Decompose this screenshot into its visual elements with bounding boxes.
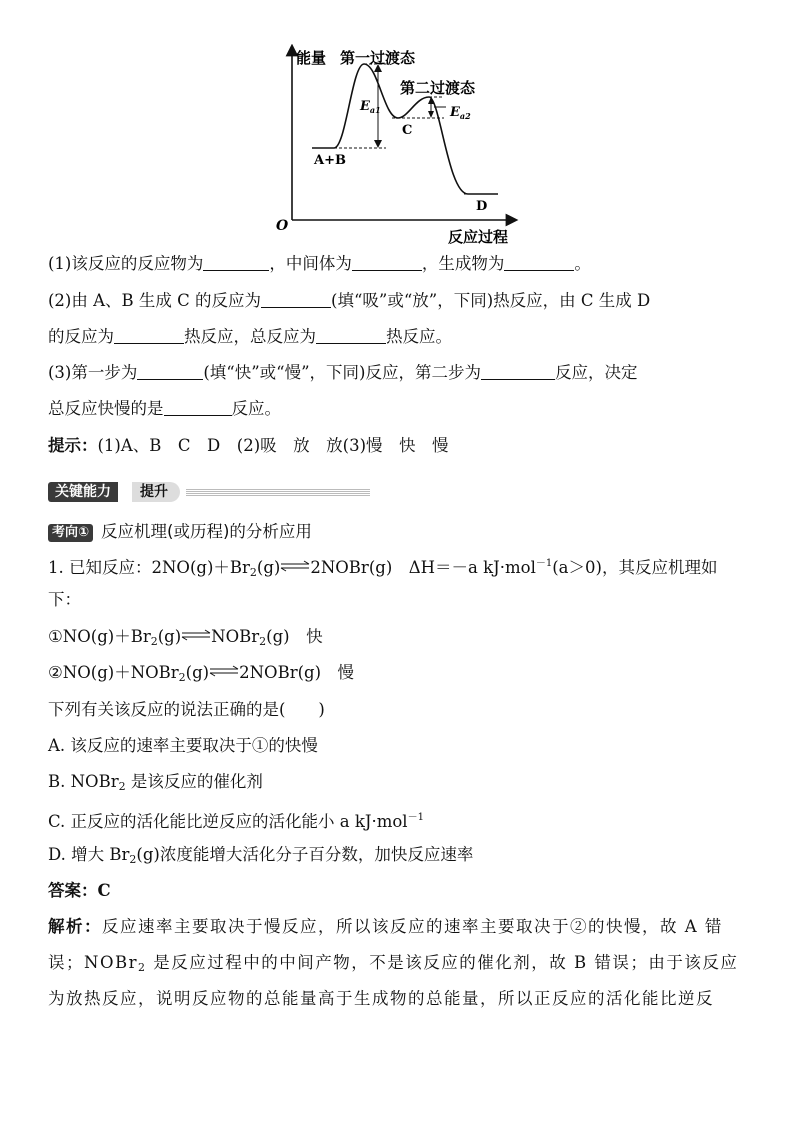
q3-text: 反应。: [231, 399, 281, 418]
analysis-line-3: [48, 989, 714, 1009]
subscript: 2: [178, 671, 186, 684]
q3-text: 总反应快慢的是: [48, 399, 164, 418]
superscript: －1: [407, 812, 424, 823]
q1-text: 。: [574, 254, 591, 273]
option-d[interactable]: [48, 845, 473, 870]
answer-label: 答案：: [48, 881, 98, 900]
option-b[interactable]: [48, 772, 263, 797]
ts1-label: 第一过渡态: [340, 49, 416, 67]
hint-line: [48, 436, 449, 456]
section-divider: [186, 489, 370, 496]
q2-text: 的反应为: [48, 327, 114, 346]
option-text: B. NOBr: [48, 772, 119, 791]
question-3-line-2: [48, 399, 281, 419]
stem-text: 2NOBr(g) ΔH＝－a kJ·mol: [310, 558, 536, 577]
q1-text: (1)该反应的反应物为: [48, 254, 204, 273]
answer-line: [48, 881, 111, 901]
option-c[interactable]: [48, 808, 424, 832]
section-tag: 关键能力: [48, 482, 118, 502]
step-text: (g) 快: [266, 627, 323, 646]
subscript: 2: [118, 780, 126, 793]
q2-blank-overall[interactable]: [316, 327, 386, 344]
point-c-label: C: [402, 123, 413, 138]
section-header: [48, 482, 370, 502]
mechanism-step-2: [48, 663, 354, 688]
ea1-label: $E_{a1}$: [360, 99, 381, 115]
q2-blank-c-to-d[interactable]: [114, 327, 184, 344]
q3-blank-step2[interactable]: [481, 363, 555, 380]
answer-value: C: [97, 881, 111, 900]
hint-label: 提示：: [48, 436, 98, 455]
q3-blank-step1[interactable]: [137, 363, 203, 380]
subscript: 2: [150, 635, 158, 648]
stem-text: (a＞0)，其反应机理如: [552, 558, 718, 577]
q2-text: 热反应。: [386, 327, 452, 346]
analysis-text: 误；NOBr: [48, 953, 138, 972]
point-d-label: D: [476, 199, 488, 214]
equilibrium-arrow-icon: [181, 629, 211, 641]
option-text: C. 正反应的活化能比逆反应的活化能小 a kJ·mol: [48, 812, 408, 831]
analysis-label: 解析：: [48, 917, 102, 936]
question-1: [48, 254, 591, 274]
stem-text: (g): [256, 558, 281, 577]
stem-text: 1. 已知反应：2NO(g)＋Br: [48, 558, 250, 577]
q2-blank-ab-to-c[interactable]: [261, 291, 331, 308]
subscript: 2: [259, 635, 267, 648]
step-text: ①NO(g)＋Br: [48, 627, 151, 646]
y-axis-label: 能量: [296, 49, 327, 67]
analysis-text: 反应速率主要取决于慢反应，所以该反应的速率主要取决于②的快慢，故 A 错: [102, 917, 723, 936]
ea2-label: $E_{a2}$: [450, 105, 471, 121]
q3-text: (3)第一步为: [48, 363, 138, 382]
topic-tag: 考向①: [48, 524, 93, 542]
step-text: (g): [157, 627, 182, 646]
stem-text: 下：: [48, 590, 81, 609]
q3-text: 反应，决定: [555, 363, 638, 382]
question-2-line-2: [48, 327, 452, 347]
option-text: (g)浓度能增大活化分子百分数，加快反应速率: [136, 845, 474, 864]
q3-blank-determining[interactable]: [164, 399, 232, 416]
q3-text: (填“快”或“慢”，下同)反应，第二步为: [203, 363, 481, 382]
superscript: －1: [535, 558, 553, 569]
equilibrium-arrow-icon: [280, 560, 310, 572]
step-text: (g): [185, 663, 210, 682]
mechanism-step-1: [48, 627, 323, 652]
energy-diagram: [268, 44, 528, 249]
analysis-line-2: [48, 953, 738, 978]
subscript: 2: [129, 853, 137, 866]
q1-blank-reactants[interactable]: [203, 254, 269, 271]
analysis-text: 是反应过程中的中间产物，不是该反应的催化剂，故 B 错误；由于该反应: [146, 953, 739, 972]
problem-question: 下列有关该反应的说法正确的是( ): [48, 700, 325, 719]
q2-text: (填“吸”或“放”，下同)热反应，由 C 生成 D: [331, 291, 651, 310]
step-text: ②NO(g)＋NOBr: [48, 663, 179, 682]
step-text: 2NOBr(g) 慢: [239, 663, 355, 682]
option-text: D. 增大 Br: [48, 845, 130, 864]
q1-text: ，中间体为: [269, 254, 352, 273]
q2-text: 热反应，总反应为: [184, 327, 316, 346]
option-a[interactable]: A. 该反应的速率主要取决于①的快慢: [48, 736, 318, 755]
equilibrium-arrow-icon: [209, 665, 239, 677]
problem-stem-line-2: [48, 590, 81, 610]
subscript: 2: [137, 961, 147, 974]
section-sub-tag: 提升: [132, 482, 180, 502]
q1-text: ，生成物为: [421, 254, 505, 273]
question-3-line-1: [48, 363, 638, 383]
point-ab-label: A+B: [314, 153, 346, 168]
subscript: 2: [249, 566, 257, 579]
analysis-text: 为放热反应，说明反应物的总能量高于生成物的总能量，所以正反应的活化能比逆反: [48, 989, 714, 1008]
hint-text: (1)A、B C D (2)吸 放 放(3)慢 快 慢: [97, 436, 449, 455]
x-axis-label: 反应过程: [448, 228, 509, 246]
ts2-label: 第二过渡态: [400, 79, 476, 97]
q1-blank-intermediate[interactable]: [352, 254, 422, 271]
analysis-line-1: [48, 917, 723, 937]
step-text: NOBr: [211, 627, 260, 646]
option-text: 是该反应的催化剂: [125, 772, 263, 791]
q2-text: (2)由 A、B 生成 C 的反应为: [48, 291, 262, 310]
topic-heading: [48, 518, 312, 541]
origin-label: O: [276, 218, 289, 234]
question-2-line-1: [48, 291, 650, 311]
energy-diagram-svg: [268, 44, 528, 249]
q1-blank-product[interactable]: [504, 254, 574, 271]
problem-stem: [48, 554, 717, 583]
topic-title: 反应机理(或历程)的分析应用: [101, 522, 312, 541]
